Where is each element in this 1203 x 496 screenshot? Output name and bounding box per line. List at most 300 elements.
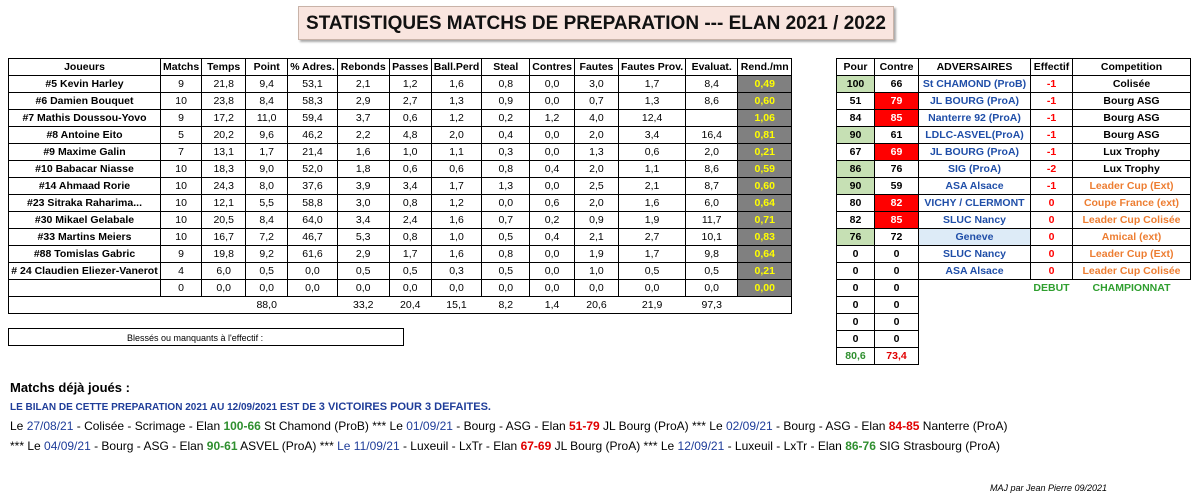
stat-cell: 2,4 bbox=[389, 212, 431, 229]
opponent: JL BOURG (ProA) bbox=[919, 144, 1031, 161]
total-cell bbox=[288, 297, 338, 314]
stat-cell: 0,7 bbox=[482, 212, 530, 229]
stat-cell: 20,2 bbox=[202, 127, 246, 144]
score-contre: 82 bbox=[875, 195, 919, 212]
stat-cell: 0,6 bbox=[389, 110, 431, 127]
opponent: SIG (ProA) bbox=[919, 161, 1031, 178]
score-pour: 84 bbox=[837, 110, 875, 127]
stat-cell: 0,0 bbox=[482, 280, 530, 297]
stat-cell: 0,5 bbox=[246, 263, 288, 280]
player-name: #7 Mathis Doussou-Yovo bbox=[9, 110, 161, 127]
stat-cell: 18,3 bbox=[202, 161, 246, 178]
stat-cell: 10 bbox=[161, 161, 202, 178]
stat-cell: 4,0 bbox=[574, 110, 618, 127]
stat-cell: 1,9 bbox=[618, 212, 685, 229]
stat-cell: 9,4 bbox=[246, 76, 288, 93]
results-row bbox=[837, 110, 1191, 127]
stat-cell: 0,3 bbox=[431, 263, 482, 280]
stat-cell: 1,06 bbox=[738, 110, 792, 127]
score-contre: 69 bbox=[875, 144, 919, 161]
stat-cell: 0,0 bbox=[574, 280, 618, 297]
stat-cell: 0,60 bbox=[738, 93, 792, 110]
stat-cell: 7,2 bbox=[246, 229, 288, 246]
stat-cell: 2,2 bbox=[337, 127, 389, 144]
stat-cell: 3,0 bbox=[574, 76, 618, 93]
stat-cell: 0,64 bbox=[738, 195, 792, 212]
stat-cell: 2,0 bbox=[574, 127, 618, 144]
stat-cell: 0,4 bbox=[530, 161, 575, 178]
avg-contre: 73,4 bbox=[875, 348, 919, 365]
stat-cell: 2,1 bbox=[574, 229, 618, 246]
stat-cell: 0,8 bbox=[482, 161, 530, 178]
score-pour: 90 bbox=[837, 178, 875, 195]
stat-cell: 1,7 bbox=[389, 246, 431, 263]
stat-cell: 24,3 bbox=[202, 178, 246, 195]
stat-cell: 1,6 bbox=[337, 144, 389, 161]
stat-cell: 58,8 bbox=[288, 195, 338, 212]
stat-cell: 0,8 bbox=[482, 76, 530, 93]
stat-cell: 21,8 bbox=[202, 76, 246, 93]
avg-pour: 80,6 bbox=[837, 348, 875, 365]
competition: Bourg ASG bbox=[1073, 127, 1191, 144]
text: - Luxeuil - LxTr - Elan bbox=[724, 439, 846, 453]
score-pour: 0 bbox=[837, 297, 875, 314]
stat-cell: 61,6 bbox=[288, 246, 338, 263]
stat-cell: 3,4 bbox=[389, 178, 431, 195]
player-name: #8 Antoine Eito bbox=[9, 127, 161, 144]
stat-cell: 0,9 bbox=[574, 212, 618, 229]
total-cell bbox=[738, 297, 792, 314]
stat-cell: 1,1 bbox=[618, 161, 685, 178]
stat-cell: 0,4 bbox=[482, 127, 530, 144]
stat-cell: 0,5 bbox=[686, 263, 738, 280]
debut-label: DEBUT bbox=[1033, 282, 1070, 295]
stat-cell: 0,0 bbox=[530, 280, 575, 297]
column-header: Effectif bbox=[1031, 59, 1073, 76]
stat-cell: 9 bbox=[161, 110, 202, 127]
stat-cell: 12,1 bbox=[202, 195, 246, 212]
match-score: 84-85 bbox=[888, 419, 920, 433]
stat-cell: 1,2 bbox=[530, 110, 575, 127]
column-header: Temps bbox=[202, 59, 246, 76]
stat-cell: 0,0 bbox=[246, 280, 288, 297]
stat-cell: 12,4 bbox=[618, 110, 685, 127]
text: St Chamond (ProB) *** Le bbox=[260, 419, 407, 433]
score-pour: 0 bbox=[837, 246, 875, 263]
competition: Leader Cup (Ext) bbox=[1073, 246, 1191, 263]
stat-cell: 13,1 bbox=[202, 144, 246, 161]
stat-cell: 0,0 bbox=[530, 263, 575, 280]
stat-cell: 1,3 bbox=[431, 93, 482, 110]
table-row bbox=[9, 246, 792, 263]
stat-cell: 3,4 bbox=[337, 212, 389, 229]
text: - Bourg - ASG - Elan bbox=[772, 419, 889, 433]
effectif: -1 bbox=[1031, 127, 1073, 144]
stat-cell: 0,0 bbox=[530, 127, 575, 144]
text: Le bbox=[10, 419, 27, 433]
bilan-line bbox=[10, 401, 491, 413]
stat-cell: 46,2 bbox=[288, 127, 338, 144]
stat-cell: 2,1 bbox=[337, 76, 389, 93]
stat-cell: 11,7 bbox=[686, 212, 738, 229]
match-score: 100-66 bbox=[223, 419, 261, 433]
player-name: #88 Tomislas Gabric bbox=[9, 246, 161, 263]
stat-cell: 0,71 bbox=[738, 212, 792, 229]
stat-cell: 0,60 bbox=[738, 178, 792, 195]
stat-cell: 0,2 bbox=[482, 110, 530, 127]
stat-cell: 0,4 bbox=[530, 229, 575, 246]
text: - Colisée - Scrimage - Elan bbox=[73, 419, 224, 433]
column-header: Point bbox=[246, 59, 288, 76]
stat-cell: 4 bbox=[161, 263, 202, 280]
stat-cell: 1,2 bbox=[431, 195, 482, 212]
average-row bbox=[837, 348, 1191, 365]
stat-cell: 17,2 bbox=[202, 110, 246, 127]
played-heading: Matchs déjà joués : bbox=[10, 380, 130, 395]
column-header: Steal bbox=[482, 59, 530, 76]
stat-cell: 2,1 bbox=[618, 178, 685, 195]
stat-cell: 2,0 bbox=[574, 195, 618, 212]
competition: Lux Trophy bbox=[1073, 161, 1191, 178]
stat-cell: 0,9 bbox=[482, 93, 530, 110]
total-cell: 8,2 bbox=[482, 297, 530, 314]
match-date: 04/09/21 bbox=[44, 439, 91, 453]
column-header: Competition bbox=[1073, 59, 1191, 76]
text: - Bourg - ASG - Elan bbox=[90, 439, 207, 453]
stat-cell: 0,6 bbox=[431, 161, 482, 178]
stat-cell: 0 bbox=[161, 280, 202, 297]
stat-cell: 1,3 bbox=[482, 178, 530, 195]
effectif: 0 bbox=[1031, 229, 1073, 246]
stat-cell: 0,8 bbox=[389, 195, 431, 212]
column-header: ADVERSAIRES bbox=[919, 59, 1031, 76]
stat-cell: 0,64 bbox=[738, 246, 792, 263]
stat-cell: 1,8 bbox=[337, 161, 389, 178]
stat-cell: 1,9 bbox=[574, 246, 618, 263]
player-name bbox=[9, 280, 161, 297]
column-header: Fautes Prov. bbox=[618, 59, 685, 76]
stat-cell: 6,0 bbox=[202, 263, 246, 280]
stat-cell: 6,0 bbox=[686, 195, 738, 212]
score-pour: 100 bbox=[837, 76, 875, 93]
stat-cell: 0,0 bbox=[530, 76, 575, 93]
stat-cell: 2,0 bbox=[574, 161, 618, 178]
player-name: #10 Babacar Niasse bbox=[9, 161, 161, 178]
match-score: 90-61 bbox=[206, 439, 238, 453]
effectif: -2 bbox=[1031, 161, 1073, 178]
stat-cell: 3,9 bbox=[337, 178, 389, 195]
stat-cell: 0,2 bbox=[530, 212, 575, 229]
stat-cell: 0,49 bbox=[738, 76, 792, 93]
stat-cell: 11,0 bbox=[246, 110, 288, 127]
effectif: 0 bbox=[1031, 212, 1073, 229]
results-row bbox=[837, 127, 1191, 144]
stat-cell: 1,7 bbox=[618, 76, 685, 93]
opponent: St CHAMOND (ProB) bbox=[919, 76, 1031, 93]
effectif: -1 bbox=[1031, 110, 1073, 127]
score-pour: 76 bbox=[837, 229, 875, 246]
stat-cell: 5,5 bbox=[246, 195, 288, 212]
total-cell bbox=[161, 297, 202, 314]
results-row bbox=[837, 331, 1191, 348]
stat-cell: 10 bbox=[161, 93, 202, 110]
empty-cell bbox=[919, 348, 1031, 365]
stat-cell: 7 bbox=[161, 144, 202, 161]
effectif: -1 bbox=[1031, 144, 1073, 161]
stat-cell: 0,6 bbox=[618, 144, 685, 161]
effectif: -1 bbox=[1031, 93, 1073, 110]
empty-cell bbox=[919, 314, 1031, 331]
match-date: 27/08/21 bbox=[26, 419, 74, 433]
results-row bbox=[837, 93, 1191, 110]
opponent: LDLC-ASVEL(ProA) bbox=[919, 127, 1031, 144]
empty-cell bbox=[1073, 314, 1191, 331]
results-row bbox=[837, 161, 1191, 178]
score-contre: 76 bbox=[875, 161, 919, 178]
results-row bbox=[837, 178, 1191, 195]
score-contre: 66 bbox=[875, 76, 919, 93]
stat-cell: 1,2 bbox=[431, 110, 482, 127]
table-row bbox=[9, 178, 792, 195]
table-row bbox=[9, 195, 792, 212]
table-row bbox=[9, 76, 792, 93]
stat-cell: 10,1 bbox=[686, 229, 738, 246]
stat-cell: 8,7 bbox=[686, 178, 738, 195]
stat-cell: 2,7 bbox=[389, 93, 431, 110]
column-header: Ball.Perd bbox=[431, 59, 482, 76]
stat-cell: 2,0 bbox=[431, 127, 482, 144]
empty-cell bbox=[1073, 331, 1191, 348]
column-header: % Adres. bbox=[288, 59, 338, 76]
stat-cell: 16,7 bbox=[202, 229, 246, 246]
stat-cell: 1,2 bbox=[389, 76, 431, 93]
opponent: ASA Alsace bbox=[919, 263, 1031, 280]
results-header-row bbox=[837, 59, 1191, 76]
stat-cell: 8,0 bbox=[246, 178, 288, 195]
table-row bbox=[9, 263, 792, 280]
stat-cell: 3,0 bbox=[337, 195, 389, 212]
text: SIG Strasbourg (ProA) bbox=[875, 439, 1000, 453]
stat-cell: 0,59 bbox=[738, 161, 792, 178]
column-header: Evaluat. bbox=[686, 59, 738, 76]
stat-cell: 3,7 bbox=[337, 110, 389, 127]
totals-row bbox=[9, 297, 792, 314]
total-cell: 88,0 bbox=[246, 297, 288, 314]
empty-cell bbox=[1031, 348, 1073, 365]
match-date: 01/09/21 bbox=[406, 419, 453, 433]
score-pour: 80 bbox=[837, 195, 875, 212]
stat-cell: 1,7 bbox=[246, 144, 288, 161]
stat-cell: 2,0 bbox=[686, 144, 738, 161]
table-row bbox=[9, 144, 792, 161]
stat-cell: 16,4 bbox=[686, 127, 738, 144]
player-name: # 24 Claudien Eliezer-Vanerot bbox=[9, 263, 161, 280]
score-pour: 90 bbox=[837, 127, 875, 144]
stat-cell: 1,3 bbox=[574, 144, 618, 161]
score-contre: 0 bbox=[875, 297, 919, 314]
competition: Leader Cup (Ext) bbox=[1073, 178, 1191, 195]
results-row bbox=[837, 229, 1191, 246]
stat-cell: 8,4 bbox=[246, 212, 288, 229]
stat-cell: 4,8 bbox=[389, 127, 431, 144]
column-header: Matchs bbox=[161, 59, 202, 76]
match-date: 12/09/21 bbox=[677, 439, 725, 453]
stat-cell bbox=[686, 110, 738, 127]
stat-cell: 9 bbox=[161, 246, 202, 263]
stat-cell: 0,0 bbox=[337, 280, 389, 297]
stat-cell: 1,7 bbox=[431, 178, 482, 195]
table-row bbox=[9, 229, 792, 246]
results-row bbox=[837, 212, 1191, 229]
score-pour: 0 bbox=[837, 331, 875, 348]
stats-header-row bbox=[9, 59, 792, 76]
stat-cell: 9,8 bbox=[686, 246, 738, 263]
stat-cell: 0,8 bbox=[482, 246, 530, 263]
column-header: Joueurs bbox=[9, 59, 161, 76]
text: *** Le bbox=[10, 439, 45, 453]
total-cell: 20,6 bbox=[574, 297, 618, 314]
stat-cell: 2,5 bbox=[574, 178, 618, 195]
score-pour: 67 bbox=[837, 144, 875, 161]
stat-cell: 1,7 bbox=[618, 246, 685, 263]
stat-cell: 9 bbox=[161, 76, 202, 93]
score-contre: 85 bbox=[875, 110, 919, 127]
stat-cell: 0,21 bbox=[738, 263, 792, 280]
score-pour: 0 bbox=[837, 263, 875, 280]
stat-cell: 0,8 bbox=[389, 229, 431, 246]
opponent: SLUC Nancy bbox=[919, 246, 1031, 263]
results-row bbox=[837, 195, 1191, 212]
stat-cell: 0,0 bbox=[288, 263, 338, 280]
stat-cell: 23,8 bbox=[202, 93, 246, 110]
stat-cell: 59,4 bbox=[288, 110, 338, 127]
stat-cell: 2,7 bbox=[618, 229, 685, 246]
empty-cell bbox=[1031, 331, 1073, 348]
total-cell: 33,2 bbox=[337, 297, 389, 314]
stat-cell: 0,21 bbox=[738, 144, 792, 161]
total-cell: 20,4 bbox=[389, 297, 431, 314]
opponent: ASA Alsace bbox=[919, 178, 1031, 195]
opponent: Nanterre 92 (ProA) bbox=[919, 110, 1031, 127]
stat-cell: 1,6 bbox=[431, 76, 482, 93]
bilan-prefix: LE BILAN DE CETTE PREPARATION 2021 AU 12/09/2021 EST DE bbox=[10, 402, 317, 413]
stat-cell: 1,1 bbox=[431, 144, 482, 161]
effectif: 0 bbox=[1031, 263, 1073, 280]
stat-cell: 5 bbox=[161, 127, 202, 144]
text: JL Bourg (ProA) *** Le bbox=[599, 419, 726, 433]
score-contre: 0 bbox=[875, 314, 919, 331]
competition: Amical (ext) bbox=[1073, 229, 1191, 246]
match-score: 67-69 bbox=[520, 439, 552, 453]
stat-cell: 0,00 bbox=[738, 280, 792, 297]
text: - Luxeuil - LxTr - Elan bbox=[399, 439, 521, 453]
page-title: STATISTIQUES MATCHS DE PREPARATION --- ELAN 2021 / 2022 bbox=[298, 6, 894, 40]
results-row bbox=[837, 144, 1191, 161]
stat-cell: 0,0 bbox=[530, 144, 575, 161]
stat-cell: 21,4 bbox=[288, 144, 338, 161]
stat-cell: 10 bbox=[161, 195, 202, 212]
column-header: Contre bbox=[875, 59, 919, 76]
match-score: 51-79 bbox=[569, 419, 600, 433]
results-row bbox=[837, 314, 1191, 331]
opponent: SLUC Nancy bbox=[919, 212, 1031, 229]
stat-cell: 58,3 bbox=[288, 93, 338, 110]
total-cell: 97,3 bbox=[686, 297, 738, 314]
stat-cell: 1,6 bbox=[431, 246, 482, 263]
stat-cell: 2,9 bbox=[337, 93, 389, 110]
stat-cell: 9,6 bbox=[246, 127, 288, 144]
score-contre: 0 bbox=[875, 246, 919, 263]
player-name: #6 Damien Bouquet bbox=[9, 93, 161, 110]
score-contre: 0 bbox=[875, 280, 919, 297]
text: - Bourg - ASG - Elan bbox=[452, 419, 569, 433]
competition: Leader Cup Colisée bbox=[1073, 212, 1191, 229]
stat-cell: 52,0 bbox=[288, 161, 338, 178]
column-header: Rend./mn bbox=[738, 59, 792, 76]
results-row bbox=[837, 297, 1191, 314]
stat-cell: 64,0 bbox=[288, 212, 338, 229]
competition: Coupe France (ext) bbox=[1073, 195, 1191, 212]
stat-cell: 20,5 bbox=[202, 212, 246, 229]
text: JL Bourg (ProA) *** Le bbox=[551, 439, 678, 453]
results-row bbox=[837, 76, 1191, 93]
table-row bbox=[9, 161, 792, 178]
stat-cell: 0,0 bbox=[389, 280, 431, 297]
stat-cell: 9,2 bbox=[246, 246, 288, 263]
stat-cell: 1,0 bbox=[431, 229, 482, 246]
score-pour: 82 bbox=[837, 212, 875, 229]
empty-cell bbox=[919, 280, 1031, 297]
stat-cell: 0,3 bbox=[482, 144, 530, 161]
stat-cell: 2,9 bbox=[337, 246, 389, 263]
total-cell bbox=[202, 297, 246, 314]
stat-cell: 1,0 bbox=[389, 144, 431, 161]
effectif: -1 bbox=[1031, 76, 1073, 93]
column-header: Fautes bbox=[574, 59, 618, 76]
stat-cell: 0,0 bbox=[431, 280, 482, 297]
opponent: VICHY / CLERMONT bbox=[919, 195, 1031, 212]
stat-cell: 0,5 bbox=[389, 263, 431, 280]
score-pour: 86 bbox=[837, 161, 875, 178]
competition: Lux Trophy bbox=[1073, 144, 1191, 161]
competition: Leader Cup Colisée bbox=[1073, 263, 1191, 280]
stat-cell: 0,0 bbox=[202, 280, 246, 297]
score-pour: 0 bbox=[837, 314, 875, 331]
player-stats-table bbox=[8, 58, 792, 314]
stat-cell: 1,0 bbox=[574, 263, 618, 280]
stat-cell: 0,5 bbox=[618, 263, 685, 280]
empty-cell bbox=[919, 297, 1031, 314]
stat-cell: 0,0 bbox=[530, 246, 575, 263]
player-name: #30 Mikael Gelabale bbox=[9, 212, 161, 229]
text: Nanterre (ProA) bbox=[919, 419, 1008, 433]
stat-cell: 53,1 bbox=[288, 76, 338, 93]
empty-cell bbox=[1073, 297, 1191, 314]
table-row bbox=[9, 110, 792, 127]
stat-cell: 0,5 bbox=[337, 263, 389, 280]
effectif: 0 bbox=[1031, 195, 1073, 212]
stat-cell: 46,7 bbox=[288, 229, 338, 246]
opponent: Geneve bbox=[919, 229, 1031, 246]
score-contre: 59 bbox=[875, 178, 919, 195]
stat-cell: 10 bbox=[161, 212, 202, 229]
score-pour: 0 bbox=[837, 280, 875, 297]
stat-cell: 8,4 bbox=[246, 93, 288, 110]
stat-cell: 9,0 bbox=[246, 161, 288, 178]
score-contre: 72 bbox=[875, 229, 919, 246]
blesses-box: Blessés ou manquants à l'effectif : bbox=[8, 328, 404, 346]
stat-cell: 0,5 bbox=[482, 229, 530, 246]
